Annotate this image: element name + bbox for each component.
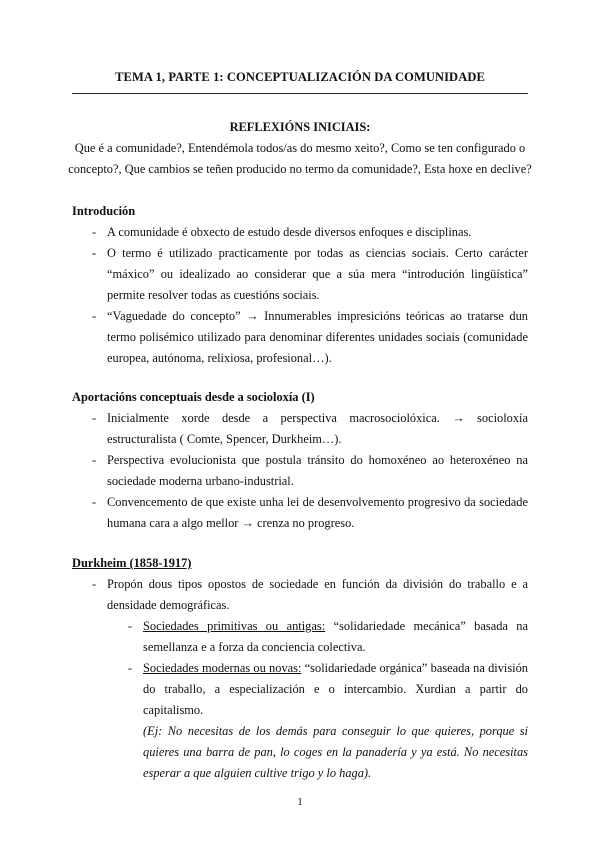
aportacions-list (72, 408, 528, 534)
society-type-text: “solidariedade mecánica” basada na semellanza e a forza da conciencia colectiva. (143, 619, 528, 654)
reflexions-questions: Que é a comunidade?, Entendémola todos/as do mesmo xeito?, Como se ten configurado o concepto?, Que cambios se teñen producido no termo da comunidade?, Esta hoxe en declive? (68, 141, 532, 176)
introducion-heading: Introdución (72, 204, 136, 218)
durkheim-list (72, 574, 528, 784)
list-item: - O termo é utilizado practicamente por todas as ciencias sociais. Certo carácter “máxico” ou idealizado ao considerar que a súa mera “introdución lingüística” permite resolver todas as cuestións sociais. (72, 243, 528, 306)
title-underline-rule (72, 93, 528, 94)
document-title: TEMA 1, PARTE 1: CONCEPTUALIZACIÓN DA COMUNIDADE (115, 70, 485, 84)
durkheim-section (72, 553, 528, 784)
reflexions-section (68, 117, 532, 180)
society-type-label: Sociedades primitivas ou antigas: (143, 619, 326, 633)
society-type-text: “solidariedade orgánica” baseada na división do traballo, a especialización e o intercambio. Xurdian a partir do capitalismo. (143, 661, 529, 717)
list-item: - Convencemento de que existe unha lei de desenvolvemento progresivo da sociedade humana cara a algo mellor → crenza no progreso. (72, 492, 528, 534)
introducion-list (72, 222, 528, 369)
durkheim-sublist (72, 616, 528, 784)
reflexions-heading: REFLEXIÓNS INICIAIS: (229, 120, 371, 134)
society-type-label: Sociedades modernas ou novas: (143, 661, 302, 675)
sublist-item (72, 616, 528, 658)
list-item: - A comunidade é obxecto de estudo desde diversos enfoques e disciplinas. (72, 222, 528, 243)
durkheim-heading: Durkheim (1858-1917) (72, 556, 192, 570)
list-item: - “Vaguedade do concepto” → Innumerables impresicións teóricas ao tratarse dun termo polisémico utilizado para denominar diferentes unidades sociais (comunidade europea, autónoma, relixiosa, profesional…). (72, 306, 528, 369)
list-item: - Perspectiva evolucionista que postula tránsito do homoxéneo ao heteroxéneo na sociedade moderna urbano-industrial. (72, 450, 528, 492)
list-item: - Inicialmente xorde desde a perspectiva macrosociolóxica. → socioloxía estructuralista ( Comte, Spencer, Durkheim…). (72, 408, 528, 450)
aportacions-heading: Aportacións conceptuais desde a socioloxía (I) (72, 390, 315, 404)
introducion-section (72, 201, 528, 369)
list-item (72, 574, 528, 784)
durkheim-item-text: Propón dous tipos opostos de sociedade en función da división do traballo e a densidade demográficas. (107, 577, 528, 612)
page-number: 1 (297, 796, 303, 808)
sublist-item (72, 658, 528, 784)
aportacions-section (72, 387, 528, 534)
example-text: (Ej: No necesitas de los demás para conseguir lo que quieres, porque si quieres una barra de pan, lo coges en la panadería y ya está. No necesitas esperar a que alguien cultive trigo y lo haga). (143, 724, 528, 780)
